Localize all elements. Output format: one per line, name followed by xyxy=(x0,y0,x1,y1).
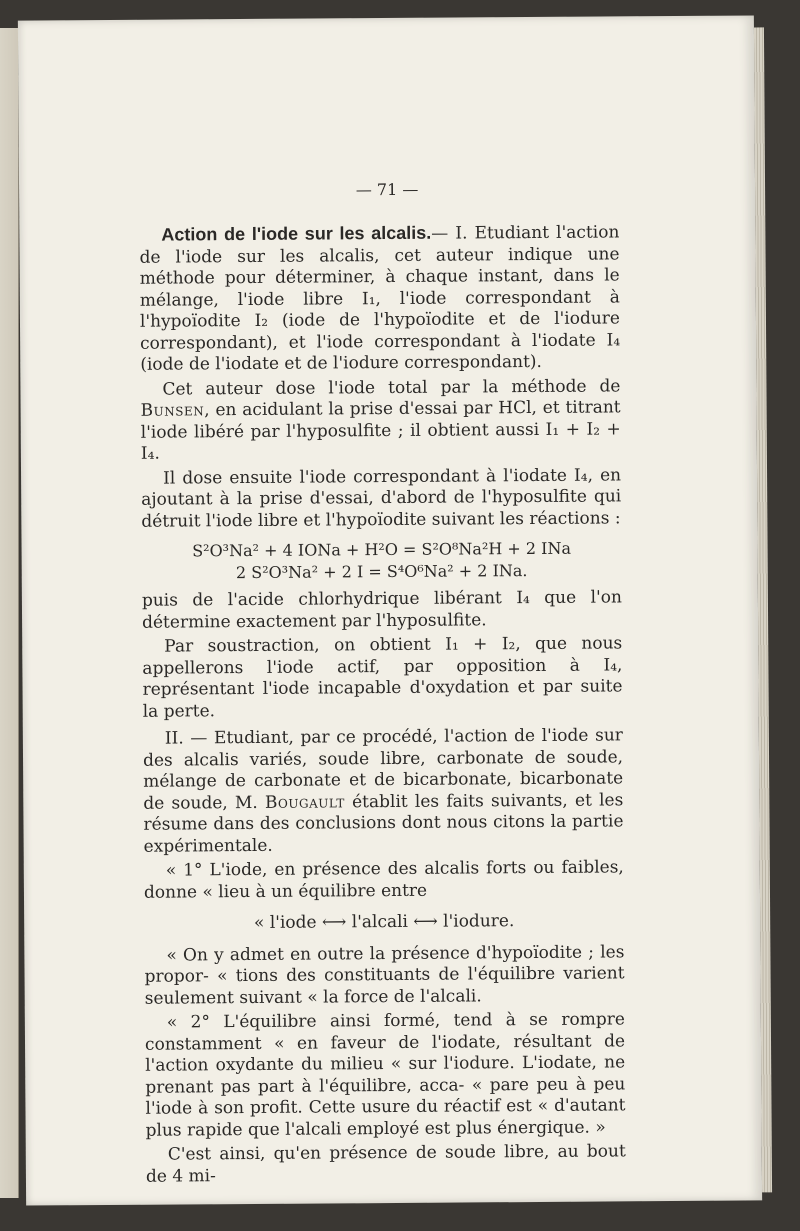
book-page xyxy=(18,15,762,1205)
quote-1: « 1° L'iode, en présence des alcalis forts ou faibles, donne « lieu à un équilibre entre xyxy=(143,857,624,903)
author-name-bougault: Bougault xyxy=(264,791,345,813)
body-text xyxy=(139,221,626,1187)
page-stack-edge xyxy=(754,27,772,1192)
paragraph-1 xyxy=(139,221,620,376)
equilibrium-line: « l'iode ⟷ l'alcali ⟷ l'iodure. xyxy=(253,911,515,933)
paragraph-7: C'est ainsi, qu'en présence de soude libre, au bout de 4 mi- xyxy=(145,1141,626,1187)
paragraph-2-text-a: Cet auteur dose l'iode total par la méthode de xyxy=(162,375,621,400)
equation-2: 2 S²O³Na² + 2 I = S⁴O⁶Na² + 2 INa. xyxy=(235,561,528,583)
author-name-bunsen: Bunsen xyxy=(140,400,205,421)
quote-2: « On y admet en outre la présence d'hypoïodite ; les propor- « tions des constituants de l'équilibre varient seulement suivant « la force de l'alcali. xyxy=(144,941,625,1009)
paragraph-6 xyxy=(143,725,624,857)
paragraph-2 xyxy=(140,376,621,465)
equation-1: S²O³Na² + 4 IONa + H²O = S²O⁸Na²H + 2 INa xyxy=(192,538,572,561)
section-heading: Action de l'iode sur les alcalis. xyxy=(161,222,432,245)
paragraph-1-text: — I. Etudiant l'action de l'iode sur les alcalis, cet auteur indique une méthode pour déterminer, à chaque instant, dans le mélange, l'iode libre I₁, l'iode correspondant à l'hypoïodite I₂ (iode de l'hypoïodite et de l'iodure correspondant), et l'iode correspondant à l'iodate I₄ (iode de l'iodate et de l'iodure correspondant). xyxy=(139,222,621,375)
paragraph-2-text-b: , en acidulant la prise d'essai par HCl, et titrant l'iode libéré par l'hyposulfite ; il obtient aussi I₁ + I₂ + I₄. xyxy=(140,397,621,464)
paragraph-4: puis de l'acide chlorhydrique libérant I₄ que l'on détermine exactement par l'hyposulfite. xyxy=(141,587,622,633)
paragraph-3: Il dose ensuite l'iode correspondant à l'iodate I₄, en ajoutant à la prise d'essai, d'abord de l'hyposulfite qui détruit l'iode libre et l'hypoïodite suivant les réactions : xyxy=(141,464,622,532)
quote-3: « 2° L'équilibre ainsi formé, tend à se rompre constamment « en faveur de l'iodate, résultant de l'action oxydante du milieu « sur l'iodure. L'iodate, ne prenant pas part à l'équilibre, acca- « pare peu à peu l'iode à son profit. Cette usure du réactif est « d'autant plus rapide que l'alcali employé est plus énergique. » xyxy=(144,1009,626,1141)
previous-page-edge xyxy=(0,28,19,1198)
paragraph-5: Par soustraction, on obtient I₁ + I₂, que nous appellerons l'iode actif, par opposition à I₄, représentant l'iode incapable d'oxydation et par suite la perte. xyxy=(142,633,623,722)
paragraph-6-text-b: établit les faits suivants, et les résume dans des conclusions dont nous citons la partie expérimentale. xyxy=(143,789,624,857)
page-number: — 71 — xyxy=(355,179,419,200)
paragraph-6-text-a: II. — Etudiant, par ce procédé, l'action de l'iode sur des alcalis variés, soude libre, carbonate de soude, mélange de carbonate et de bicarbonate, bicarbonate de soude, M. xyxy=(142,725,624,814)
reaction-equations xyxy=(142,537,622,584)
